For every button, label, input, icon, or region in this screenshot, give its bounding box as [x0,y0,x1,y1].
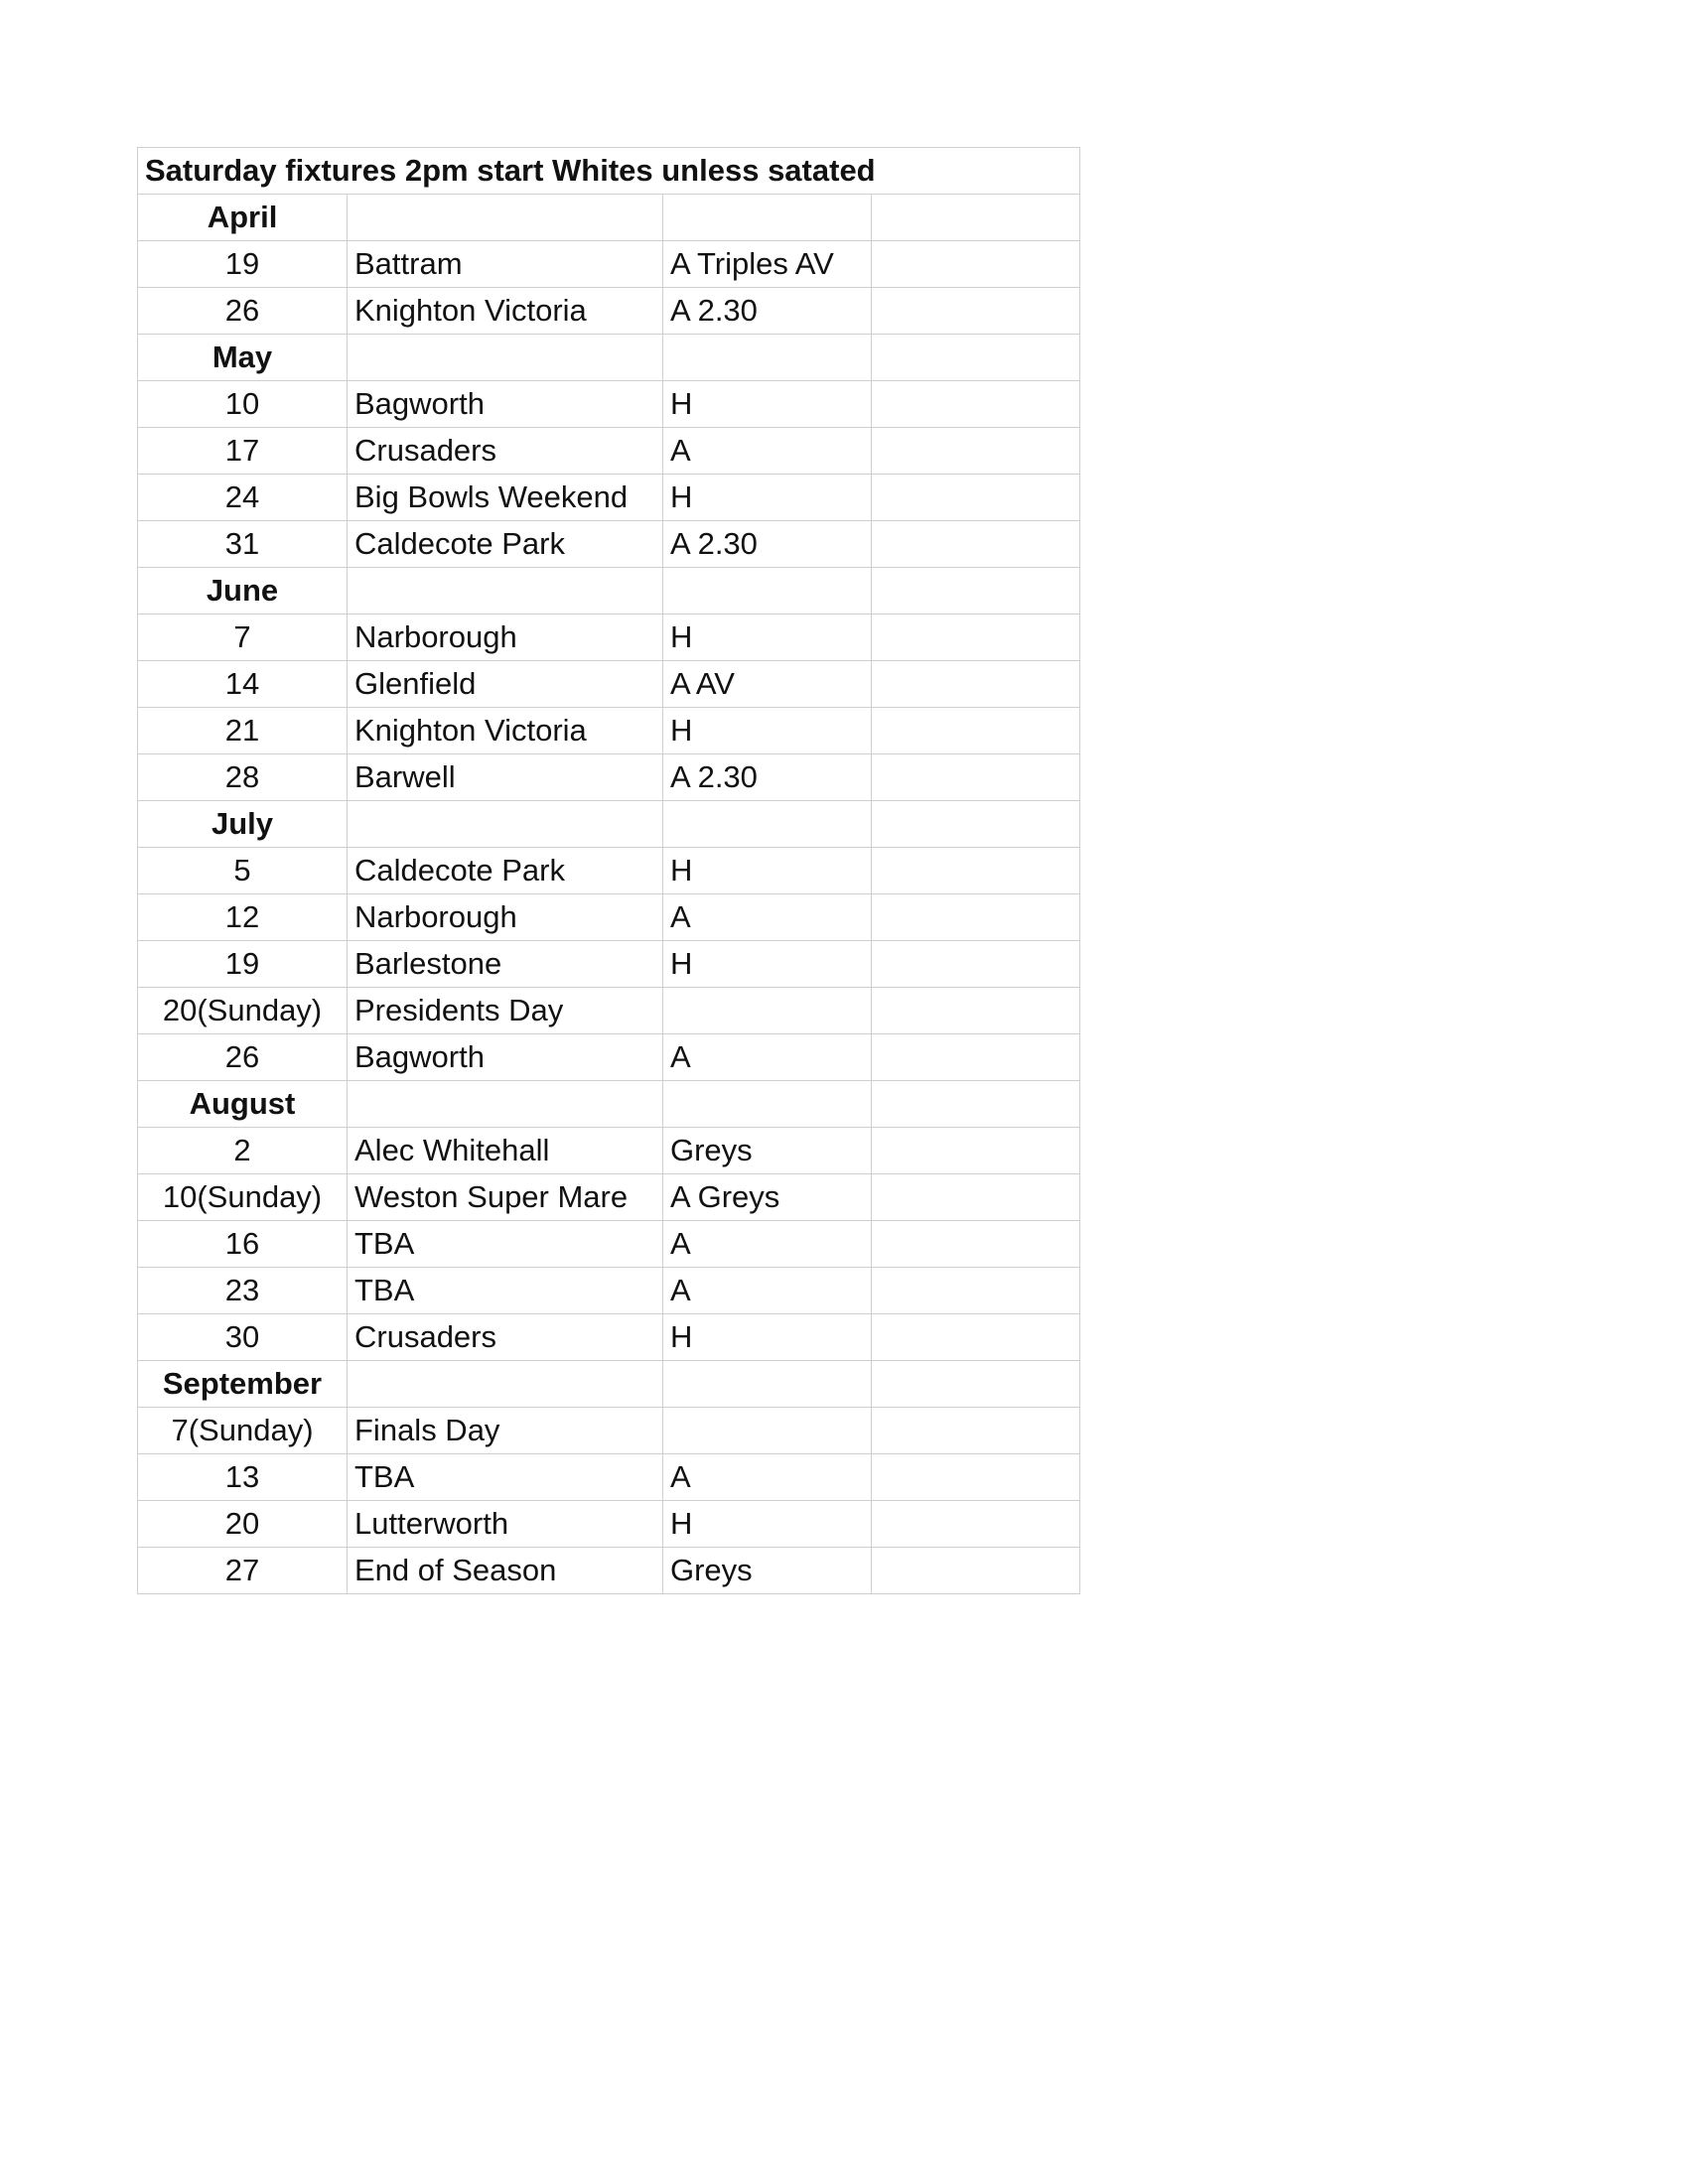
fixture-date: 27 [138,1548,348,1594]
fixture-opponent: Crusaders [348,1314,663,1361]
fixture-venue [663,1408,872,1454]
fixture-date: 31 [138,521,348,568]
empty-cell [348,195,663,241]
fixture-row [138,381,1080,428]
fixture-row [138,428,1080,475]
fixture-venue [663,988,872,1034]
fixture-venue: H [663,1501,872,1548]
fixture-opponent: TBA [348,1454,663,1501]
month-row-april [138,195,1080,241]
fixture-row [138,708,1080,754]
fixture-row [138,988,1080,1034]
empty-cell [872,1501,1080,1548]
empty-cell [872,1548,1080,1594]
sheet-title: Saturday fixtures 2pm start Whites unless satated [138,148,1080,195]
empty-cell [872,241,1080,288]
fixture-row [138,1454,1080,1501]
month-label: April [138,195,348,241]
empty-cell [872,754,1080,801]
fixture-date: 12 [138,894,348,941]
fixture-venue: A [663,428,872,475]
fixture-opponent: TBA [348,1268,663,1314]
empty-cell [872,1174,1080,1221]
fixture-row [138,521,1080,568]
empty-cell [872,1268,1080,1314]
empty-cell [872,1128,1080,1174]
fixture-row [138,1548,1080,1594]
empty-cell [872,801,1080,848]
month-row-may [138,335,1080,381]
fixture-date: 20 [138,1501,348,1548]
fixture-date: 19 [138,241,348,288]
fixture-date: 5 [138,848,348,894]
empty-cell [348,335,663,381]
empty-cell [872,335,1080,381]
empty-cell [872,1361,1080,1408]
fixture-venue: A Triples AV [663,241,872,288]
empty-cell [872,894,1080,941]
fixture-opponent: Narborough [348,894,663,941]
fixture-venue: H [663,381,872,428]
fixtures-table [137,147,1080,1594]
fixture-date: 28 [138,754,348,801]
month-label: August [138,1081,348,1128]
fixture-venue: A Greys [663,1174,872,1221]
empty-cell [872,1221,1080,1268]
fixture-date: 16 [138,1221,348,1268]
fixture-row [138,1501,1080,1548]
month-row-september [138,1361,1080,1408]
empty-cell [348,568,663,614]
empty-cell [872,521,1080,568]
fixture-row [138,614,1080,661]
fixture-date: 10(Sunday) [138,1174,348,1221]
fixture-opponent: Caldecote Park [348,521,663,568]
fixture-row [138,1314,1080,1361]
fixture-venue: A AV [663,661,872,708]
fixture-opponent: Finals Day [348,1408,663,1454]
fixture-row [138,1221,1080,1268]
fixture-date: 23 [138,1268,348,1314]
fixture-date: 17 [138,428,348,475]
fixture-opponent: Weston Super Mare [348,1174,663,1221]
month-label: July [138,801,348,848]
fixture-opponent: Lutterworth [348,1501,663,1548]
fixture-row [138,1174,1080,1221]
fixture-venue: A [663,1454,872,1501]
empty-cell [872,428,1080,475]
fixture-row [138,1408,1080,1454]
fixture-date: 14 [138,661,348,708]
fixture-row [138,941,1080,988]
empty-cell [663,801,872,848]
fixture-venue: A [663,1034,872,1081]
empty-cell [663,335,872,381]
empty-cell [872,1454,1080,1501]
fixture-row [138,1268,1080,1314]
fixture-row [138,475,1080,521]
fixture-venue: A [663,894,872,941]
empty-cell [663,195,872,241]
month-row-august [138,1081,1080,1128]
fixture-date: 2 [138,1128,348,1174]
fixture-row [138,848,1080,894]
empty-cell [872,195,1080,241]
empty-cell [663,1081,872,1128]
month-label: May [138,335,348,381]
empty-cell [872,941,1080,988]
empty-cell [663,1361,872,1408]
fixture-venue: Greys [663,1128,872,1174]
fixture-opponent: End of Season [348,1548,663,1594]
fixture-venue: H [663,941,872,988]
fixture-opponent: Narborough [348,614,663,661]
fixture-row [138,241,1080,288]
fixture-date: 10 [138,381,348,428]
fixture-opponent: Bagworth [348,1034,663,1081]
fixture-opponent: Alec Whitehall [348,1128,663,1174]
fixture-venue: H [663,475,872,521]
empty-cell [872,661,1080,708]
empty-cell [872,848,1080,894]
fixture-opponent: Barwell [348,754,663,801]
fixture-date: 30 [138,1314,348,1361]
empty-cell [348,801,663,848]
fixture-venue: A [663,1221,872,1268]
fixture-venue: Greys [663,1548,872,1594]
month-row-june [138,568,1080,614]
fixture-opponent: TBA [348,1221,663,1268]
fixture-date: 7 [138,614,348,661]
fixture-venue: H [663,848,872,894]
fixture-venue: A 2.30 [663,521,872,568]
fixture-venue: H [663,708,872,754]
empty-cell [872,475,1080,521]
empty-cell [872,614,1080,661]
fixture-opponent: Big Bowls Weekend [348,475,663,521]
empty-cell [872,1034,1080,1081]
fixture-venue: A 2.30 [663,754,872,801]
fixture-venue: A [663,1268,872,1314]
fixture-opponent: Caldecote Park [348,848,663,894]
fixture-opponent: Glenfield [348,661,663,708]
fixture-row [138,1034,1080,1081]
title-row [138,148,1080,195]
empty-cell [872,1314,1080,1361]
empty-cell [872,988,1080,1034]
empty-cell [872,708,1080,754]
fixture-row [138,754,1080,801]
empty-cell [872,1408,1080,1454]
fixture-date: 20(Sunday) [138,988,348,1034]
fixture-date: 19 [138,941,348,988]
empty-cell [872,1081,1080,1128]
fixture-date: 24 [138,475,348,521]
month-label: June [138,568,348,614]
fixture-opponent: Knighton Victoria [348,708,663,754]
empty-cell [348,1081,663,1128]
fixture-row [138,288,1080,335]
fixtures-table-body [138,148,1080,1594]
fixture-opponent: Barlestone [348,941,663,988]
fixture-row [138,661,1080,708]
month-row-july [138,801,1080,848]
fixture-row [138,1128,1080,1174]
fixture-date: 26 [138,288,348,335]
empty-cell [872,288,1080,335]
empty-cell [872,381,1080,428]
fixture-opponent: Bagworth [348,381,663,428]
month-label: September [138,1361,348,1408]
fixture-opponent: Battram [348,241,663,288]
fixture-row [138,894,1080,941]
fixture-opponent: Crusaders [348,428,663,475]
empty-cell [663,568,872,614]
fixture-date: 26 [138,1034,348,1081]
fixture-venue: H [663,1314,872,1361]
fixture-opponent: Presidents Day [348,988,663,1034]
fixture-venue: A 2.30 [663,288,872,335]
empty-cell [872,568,1080,614]
fixture-opponent: Knighton Victoria [348,288,663,335]
empty-cell [348,1361,663,1408]
fixture-venue: H [663,614,872,661]
fixture-date: 13 [138,1454,348,1501]
fixture-date: 21 [138,708,348,754]
fixture-date: 7(Sunday) [138,1408,348,1454]
